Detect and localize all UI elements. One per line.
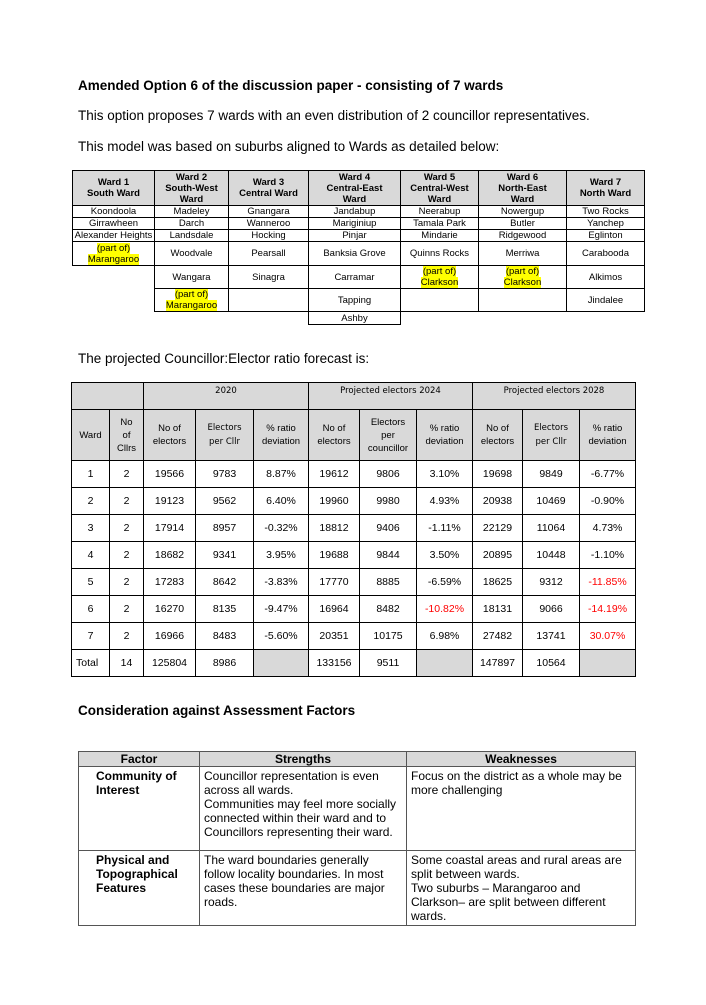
suburb-cell: Landsdale — [155, 230, 229, 242]
factor-name: Physical and Topographical Features — [79, 851, 200, 926]
ward-3-header: Ward 3 Central Ward — [229, 171, 309, 206]
ratio-cell: 2 — [72, 488, 110, 515]
col-electors: No of electors — [309, 410, 360, 461]
suburb-cell: Carramar — [309, 266, 401, 289]
ratio-cell: -9.47% — [254, 596, 309, 623]
ratio-cell: 16270 — [144, 596, 196, 623]
ratio-cell: 2 — [110, 461, 144, 488]
suburb-cell: Yanchep — [567, 218, 645, 230]
ratio-cell: 16966 — [144, 623, 196, 650]
col-cllrs: No of Cllrs — [110, 410, 144, 461]
ratio-cell: 18131 — [473, 596, 523, 623]
ratio-cell: 10469 — [523, 488, 580, 515]
ratio-cell: 2 — [110, 488, 144, 515]
table-row — [72, 569, 636, 596]
intro-paragraph: This option proposes 7 wards with an even distribution of 2 councillor representatives. — [78, 108, 590, 123]
ward-7-header: Ward 7 North Ward — [567, 171, 645, 206]
model-paragraph: This model was based on suburbs aligned to Wards as detailed below: — [78, 139, 500, 154]
ratio-cell: 20938 — [473, 488, 523, 515]
ratio-cell: 16964 — [309, 596, 360, 623]
suburb-cell-partial — [155, 289, 229, 312]
factor-name: Community of Interest — [79, 767, 200, 851]
table-row — [73, 312, 645, 325]
group-header-row — [72, 383, 636, 410]
suburb-cell: Sinagra — [229, 266, 309, 289]
ratio-cell: 8482 — [360, 596, 417, 623]
ward-2-header: Ward 2 South-West Ward — [155, 171, 229, 206]
wards-table — [72, 170, 645, 325]
ratio-table-body — [72, 461, 636, 677]
table-row — [79, 851, 636, 926]
col-ratio: % ratio deviation — [254, 410, 309, 461]
ratio-cell: 17770 — [309, 569, 360, 596]
col-per-cllr: Electors per Cllr — [523, 410, 580, 461]
ratio-cell: 2 — [110, 569, 144, 596]
suburb-cell: Eglinton — [567, 230, 645, 242]
ratio-table — [71, 382, 636, 677]
ratio-cell: -11.85% — [580, 569, 636, 596]
ratio-cell: 2 — [110, 596, 144, 623]
suburb-cell: Alexander Heights — [73, 230, 155, 242]
ratio-cell: 6 — [72, 596, 110, 623]
col-ratio: % ratio deviation — [580, 410, 636, 461]
ratio-cell: 8135 — [196, 596, 254, 623]
factors-table — [78, 751, 636, 926]
table-row — [72, 488, 636, 515]
highlighted-suburb: (part of) Clarkson — [503, 266, 542, 288]
table-row — [73, 266, 645, 289]
ratio-cell: 9406 — [360, 515, 417, 542]
suburb-cell: Madeley — [155, 206, 229, 218]
ratio-cell: 18812 — [309, 515, 360, 542]
total-row — [72, 650, 636, 677]
ratio-cell: 9511 — [360, 650, 417, 677]
ratio-cell: 19688 — [309, 542, 360, 569]
ratio-cell: 6.40% — [254, 488, 309, 515]
ratio-cell: 2 — [110, 515, 144, 542]
ratio-cell: 30.07% — [580, 623, 636, 650]
strengths-cell: Councillor representation is even across all wards. Communities may feel more socially connected within their ward and to Councillors representing their ward. — [200, 767, 407, 851]
ratio-cell: -1.10% — [580, 542, 636, 569]
ratio-cell: 9341 — [196, 542, 254, 569]
ratio-cell: 19123 — [144, 488, 196, 515]
ratio-cell — [417, 650, 473, 677]
empty-cell — [73, 289, 155, 312]
suburb-cell: Butler — [479, 218, 567, 230]
suburb-cell: Jindalee — [567, 289, 645, 312]
ratio-cell: 9783 — [196, 461, 254, 488]
suburb-cell: Pinjar — [309, 230, 401, 242]
ratio-cell — [254, 650, 309, 677]
ratio-cell: 2 — [110, 542, 144, 569]
table-row — [73, 218, 645, 230]
ratio-cell: 8986 — [196, 650, 254, 677]
suburb-cell: Mariginiup — [309, 218, 401, 230]
ratio-cell: 3.50% — [417, 542, 473, 569]
ratio-cell: 18625 — [473, 569, 523, 596]
suburb-cell: Gnangara — [229, 206, 309, 218]
ratio-cell: 2 — [110, 623, 144, 650]
group-header-2024: Projected electors 2024 — [309, 383, 473, 410]
suburb-cell-partial — [401, 266, 479, 289]
suburb-cell: Carabooda — [567, 242, 645, 266]
ratio-cell: 133156 — [309, 650, 360, 677]
empty-cell — [229, 312, 309, 325]
group-header-2020: 2020 — [144, 383, 309, 410]
empty-cell — [479, 312, 567, 325]
ratio-cell: 19612 — [309, 461, 360, 488]
ratio-cell: 20351 — [309, 623, 360, 650]
empty-cell — [73, 312, 155, 325]
ratio-cell: -0.90% — [580, 488, 636, 515]
ratio-cell: 9849 — [523, 461, 580, 488]
suburb-cell: Jandabup — [309, 206, 401, 218]
ratio-cell: 27482 — [473, 623, 523, 650]
table-row — [79, 767, 636, 851]
ratio-cell: -5.60% — [254, 623, 309, 650]
group-header-2028: Projected electors 2028 — [473, 383, 636, 410]
ratio-intro: The projected Councillor:Elector ratio forecast is: — [78, 351, 370, 366]
ratio-cell: 9312 — [523, 569, 580, 596]
ratio-cell: 22129 — [473, 515, 523, 542]
ratio-cell: 17283 — [144, 569, 196, 596]
ratio-cell: 7 — [72, 623, 110, 650]
ratio-cell: -1.11% — [417, 515, 473, 542]
suburb-cell: Quinns Rocks — [401, 242, 479, 266]
ratio-cell: 3.10% — [417, 461, 473, 488]
ratio-cell: -14.19% — [580, 596, 636, 623]
ratio-cell: 8957 — [196, 515, 254, 542]
empty-cell — [479, 289, 567, 312]
ratio-cell: -0.32% — [254, 515, 309, 542]
strengths-cell: The ward boundaries generally follow locality boundaries. In most cases these boundaries are major roads. — [200, 851, 407, 926]
ward-6-header: Ward 6 North-East Ward — [479, 171, 567, 206]
ratio-cell: 19566 — [144, 461, 196, 488]
ratio-cell: -3.83% — [254, 569, 309, 596]
suburb-cell: Darch — [155, 218, 229, 230]
table-row — [72, 515, 636, 542]
suburb-cell-partial — [73, 242, 155, 266]
ratio-cell: 4.93% — [417, 488, 473, 515]
empty-cell — [401, 312, 479, 325]
weaknesses-cell: Focus on the district as a whole may be more challenging — [407, 767, 636, 851]
ratio-cell: 4 — [72, 542, 110, 569]
suburb-cell: Hocking — [229, 230, 309, 242]
suburb-cell: Wanneroo — [229, 218, 309, 230]
ratio-cell: 10448 — [523, 542, 580, 569]
col-electors: No of electors — [473, 410, 523, 461]
ratio-cell: 9562 — [196, 488, 254, 515]
empty-cell — [229, 289, 309, 312]
table-row — [72, 542, 636, 569]
ratio-cell — [580, 650, 636, 677]
ratio-cell: 8642 — [196, 569, 254, 596]
suburb-cell: Koondoola — [73, 206, 155, 218]
empty-cell — [401, 289, 479, 312]
ratio-cell: 17914 — [144, 515, 196, 542]
empty-cell — [567, 312, 645, 325]
ratio-cell: 10564 — [523, 650, 580, 677]
empty-cell — [73, 266, 155, 289]
ratio-cell: 5 — [72, 569, 110, 596]
ratio-cell: -6.59% — [417, 569, 473, 596]
suburb-cell-partial — [479, 266, 567, 289]
ratio-cell: 8885 — [360, 569, 417, 596]
ratio-cell: 18682 — [144, 542, 196, 569]
ratio-cell: 11064 — [523, 515, 580, 542]
ratio-cell: 10175 — [360, 623, 417, 650]
highlighted-suburb: (part of) Marangaroo — [87, 242, 140, 265]
suburb-cell: Tapping — [309, 289, 401, 312]
ratio-cell: -6.77% — [580, 461, 636, 488]
suburb-cell: Two Rocks — [567, 206, 645, 218]
col-per-cllr: Electors per Cllr — [196, 410, 254, 461]
table-row — [72, 461, 636, 488]
ratio-cell: 147897 — [473, 650, 523, 677]
empty-cell — [155, 312, 229, 325]
ratio-cell: 13741 — [523, 623, 580, 650]
ratio-cell: 4.73% — [580, 515, 636, 542]
page-heading: Amended Option 6 of the discussion paper - consisting of 7 wards — [78, 78, 504, 93]
ratio-cell: 1 — [72, 461, 110, 488]
ratio-cell: 8.87% — [254, 461, 309, 488]
weaknesses-cell: Some coastal areas and rural areas are split between wards. Two suburbs – Marangaroo and Clarkson– are split between different wards. — [407, 851, 636, 926]
ward-5-header: Ward 5 Central-West Ward — [401, 171, 479, 206]
suburb-cell: Wangara — [155, 266, 229, 289]
factors-header-row — [79, 752, 636, 767]
column-header-row — [72, 410, 636, 461]
suburb-cell: Pearsall — [229, 242, 309, 266]
weaknesses-header: Weaknesses — [407, 752, 636, 767]
highlighted-suburb: (part of) Clarkson — [420, 266, 459, 288]
suburb-cell: Ridgewood — [479, 230, 567, 242]
ward-4-header: Ward 4 Central-East Ward — [309, 171, 401, 206]
suburb-cell: Mindarie — [401, 230, 479, 242]
ratio-cell: Total — [72, 650, 110, 677]
ratio-cell: 6.98% — [417, 623, 473, 650]
strengths-header: Strengths — [200, 752, 407, 767]
ratio-cell: 9066 — [523, 596, 580, 623]
table-row — [73, 242, 645, 266]
ratio-cell: 3.95% — [254, 542, 309, 569]
ratio-cell: 8483 — [196, 623, 254, 650]
suburb-cell: Alkimos — [567, 266, 645, 289]
col-ward: Ward — [72, 410, 110, 461]
ratio-cell: -10.82% — [417, 596, 473, 623]
col-per-councillor: Electors per councillor — [360, 410, 417, 461]
assessment-heading: Consideration against Assessment Factors — [78, 703, 356, 718]
col-electors: No of electors — [144, 410, 196, 461]
ratio-cell: 9980 — [360, 488, 417, 515]
suburb-cell: Girrawheen — [73, 218, 155, 230]
table-row — [73, 230, 645, 242]
ratio-cell: 14 — [110, 650, 144, 677]
table-row — [72, 623, 636, 650]
wards-header-row — [73, 171, 645, 206]
ward-1-header: Ward 1 South Ward — [73, 171, 155, 206]
ratio-cell: 9806 — [360, 461, 417, 488]
ratio-cell: 125804 — [144, 650, 196, 677]
ratio-cell: 19698 — [473, 461, 523, 488]
col-ratio: % ratio deviation — [417, 410, 473, 461]
suburb-cell: Banksia Grove — [309, 242, 401, 266]
table-row — [73, 206, 645, 218]
table-row — [73, 289, 645, 312]
ratio-cell: 20895 — [473, 542, 523, 569]
suburb-cell: Ashby — [309, 312, 401, 325]
table-row — [72, 596, 636, 623]
suburb-cell: Neerabup — [401, 206, 479, 218]
suburb-cell: Merriwa — [479, 242, 567, 266]
suburb-cell: Tamala Park — [401, 218, 479, 230]
ratio-cell: 19960 — [309, 488, 360, 515]
suburb-cell: Woodvale — [155, 242, 229, 266]
ratio-cell: 9844 — [360, 542, 417, 569]
ratio-cell: 3 — [72, 515, 110, 542]
suburb-cell: Nowergup — [479, 206, 567, 218]
highlighted-suburb: (part of) Marangaroo — [165, 289, 218, 311]
factor-header: Factor — [79, 752, 200, 767]
empty-cell — [72, 383, 144, 410]
